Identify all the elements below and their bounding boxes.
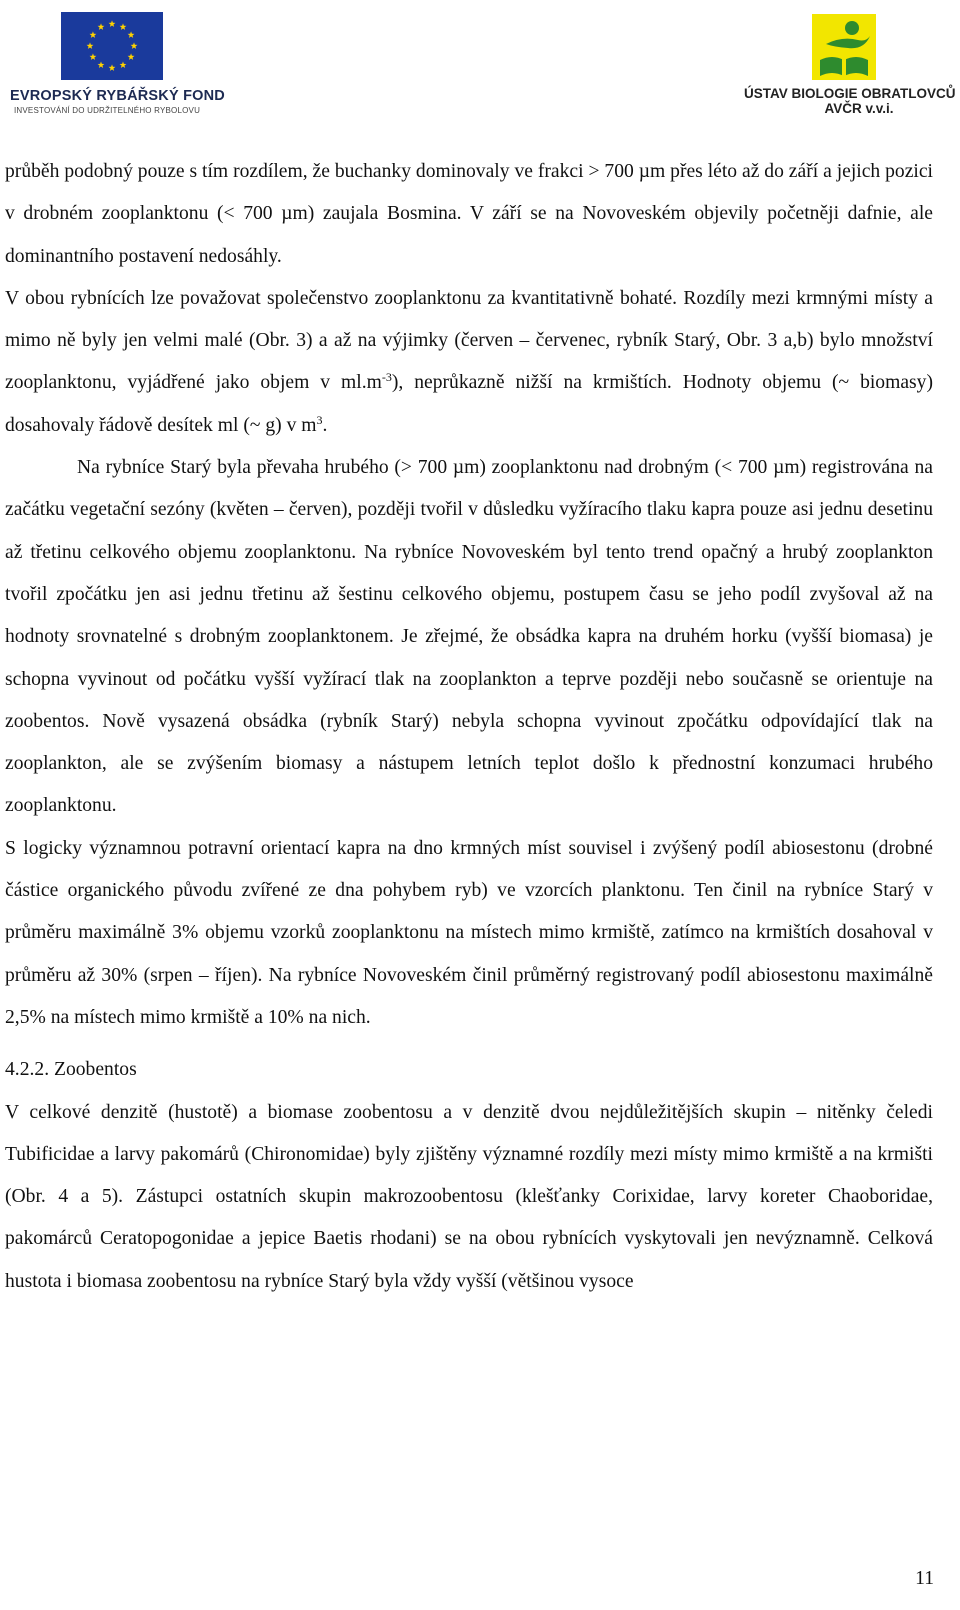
eu-star-icon	[120, 23, 127, 30]
eu-logo-name: EVROPSKÝ RYBÁŘSKÝ FOND	[10, 88, 225, 104]
institute-emblem-icon	[812, 14, 876, 80]
eu-flag-icon	[61, 12, 163, 80]
section-heading: 4.2.2. Zoobentos	[5, 1059, 137, 1081]
eu-star-icon	[128, 53, 135, 60]
eu-star-icon	[131, 42, 138, 49]
eu-star-icon	[109, 64, 116, 71]
eu-star-icon	[109, 20, 116, 27]
eu-logo-subtitle: INVESTOVÁNÍ DO UDRŽITELNÉHO RYBOLOVU	[14, 106, 201, 115]
paragraph-2-part-c: .	[322, 414, 328, 436]
eu-star-icon	[90, 31, 97, 38]
page-header	[0, 0, 960, 140]
paragraph-2-superscript-2: 3	[316, 412, 323, 427]
paragraph-2	[5, 278, 933, 447]
paragraph-5: V celkové denzitě (hustotě) a biomase zoobentosu a v denzitě dvou nejdůležitějších skupin – nitěnky čeledi Tubificidae a larvy pakomárů (Chironomidae) byly zjištěny významné rozdíly mezi místy mimo krmiště a na krmišti (Obr. 4 a 5). Zástupci ostatních skupin makrozoobentosu (klešťanky Corixidae, larvy koreter Chaoboridae, pakomárců Ceratopogonidae a jepice Baetis rhodani) se na obou rybnících vyskytovali jen nevýznamně. Celková hustota i biomasa zoobentosu na rybníce Starý byla vždy vyšší (většinou vysoce	[5, 1101, 933, 1292]
paragraph-2-part-b: ), neprůkazně nižší na krmištích. Hodnoty objemu (~ biomasy) dosahovaly řádově desítek ml (~ g) v m	[5, 372, 933, 436]
eu-star-icon	[98, 61, 105, 68]
page-number: 11	[915, 1568, 934, 1589]
institute-logo-subtitle: AVČR v.v.i.	[824, 101, 894, 116]
eu-fisheries-fund-logo	[10, 12, 225, 115]
paragraph-2-superscript-1: -3	[381, 370, 392, 385]
paragraph-3: Na rybníce Starý byla převaha hrubého (> 700 µm) zooplanktonu nad drobným (< 700 µm) registrována na začátku vegetační sezóny (květen – červen), později tvořil v důsledku vyžíracího tlaku kapra pouze asi jednu desetinu až třetinu celkového objemu zooplanktonu. Na rybníce Novoveském byl tento trend opačný a hrubý zooplankton tvořil zpočátku jen asi jednu třetinu až šestinu celkového objemu, postupem času se jeho podíl zvyšoval až na hodnoty srovnatelné s drobným zooplanktonem. Je zřejmé, že obsádka kapra na druhém horku (vyšší biomasa) je schopna vyvinout od počátku vyšší vyžírací tlak na zooplankton a teprve později nebo současně se orientuje na zoobentos. Nově vysazená obsádka (rybník Starý) nebyla schopna vyvinout zpočátku odpovídající tlak na zooplankton, ale se zvýšením biomasy a nástupem letních teplot došlo k přednostní konzumaci hrubého zooplanktonu.	[5, 457, 933, 817]
paragraph-2-part-a: V obou rybnících lze považovat společenstvo zooplanktonu za kvantitativně bohaté. Rozdíly mezi krmnými místy a mimo ně byly jen velmi malé (Obr. 3) a až na výjimky (červen – červenec, rybník Starý, Obr. 3 a,b) bylo množství zooplanktonu, vyjádřené jako objem v ml.m	[5, 287, 933, 394]
eu-star-icon	[90, 53, 97, 60]
eu-star-icon	[87, 42, 94, 49]
eu-star-icon	[98, 23, 105, 30]
institute-logo-name: ÚSTAV BIOLOGIE OBRATLOVCŮ	[744, 86, 956, 101]
paragraph-1: průběh podobný pouze s tím rozdílem, že buchanky dominovaly ve frakci > 700 µm přes léto až do září a jejich pozici v drobném zooplanktonu (< 700 µm) zaujala Bosmina. V září se na Novoveském objevily početněji dafnie, ale dominantního postavení nedosáhly.	[5, 161, 933, 267]
eu-star-icon	[128, 31, 135, 38]
paragraph-4: S logicky významnou potravní orientací kapra na dno krmných míst souvisel i zvýšený podíl abiosestonu (drobné částice organického původu zvířené ze dna pohybem ryb) ve vzorcích planktonu. Ten činil na rybníce Starý v průměru maximálně 3% objemu vzorků zooplanktonu na místech mimo krmiště, zatímco na krmištích dosahoval v průměru až 30% (srpen – říjen). Na rybníce Novoveském činil průměrný registrovaný podíl abiosestonu maximálně 2,5% na místech mimo krmiště a 10% na nich.	[5, 837, 933, 1028]
institute-logo	[744, 14, 956, 117]
document-body	[5, 151, 933, 1303]
eu-star-icon	[120, 61, 127, 68]
